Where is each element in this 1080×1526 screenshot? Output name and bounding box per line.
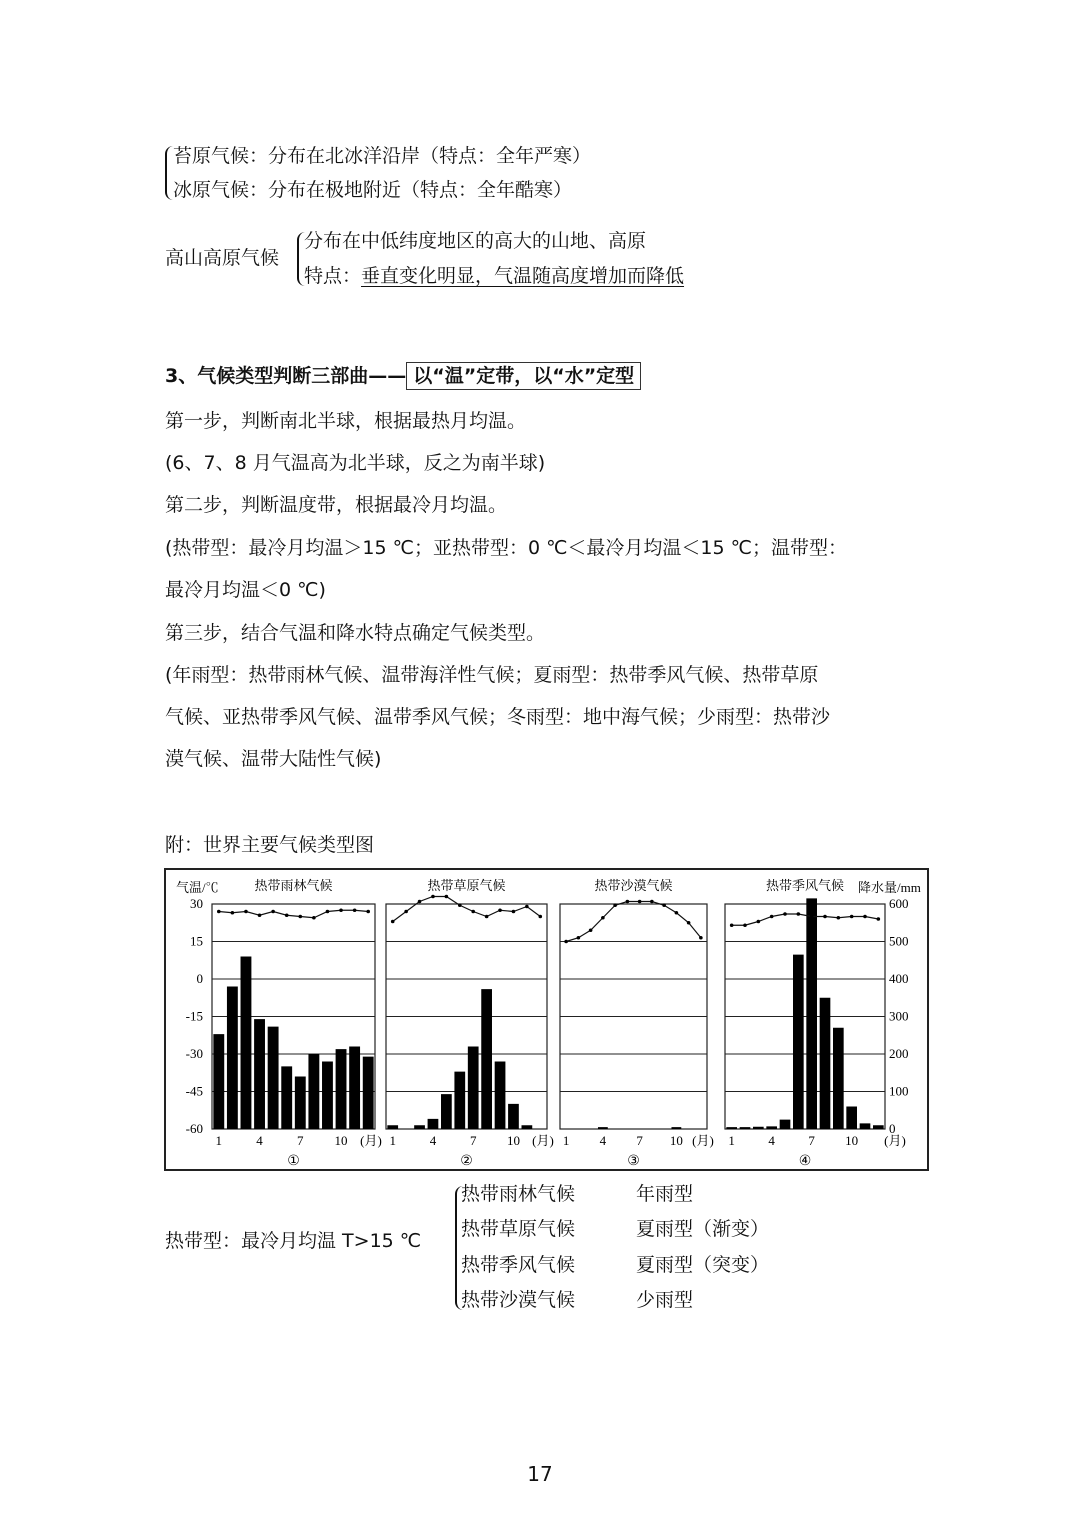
precip-bar <box>428 1119 439 1129</box>
temperature-point <box>258 913 262 917</box>
precip-bar <box>873 1125 884 1129</box>
temperature-point <box>366 910 370 914</box>
temperature-point <box>577 936 581 940</box>
month-tick-label: 10 <box>845 1133 859 1148</box>
temperature-point <box>863 915 867 919</box>
step-line: 漠气候、温带大陆性气候) <box>165 748 382 770</box>
section-heading <box>165 364 641 388</box>
temperature-point <box>783 912 787 916</box>
step-line: 第三步，结合气温和降水特点确定气候类型。 <box>165 622 546 644</box>
month-tick-label: 1 <box>562 1133 570 1148</box>
temperature-point <box>445 895 449 899</box>
precip-bar <box>441 1094 452 1129</box>
feature-prefix: 特点： <box>304 265 362 287</box>
precip-bar <box>308 1054 319 1129</box>
precip-tick-label: 100 <box>889 1083 909 1099</box>
climate-charts <box>164 868 929 1171</box>
temp-tick-label: -30 <box>185 1046 203 1061</box>
feature-underlined: 垂直变化明显，气温随高度增加而降低 <box>361 265 685 287</box>
temperature-point <box>757 920 761 924</box>
precip-bar <box>860 1123 871 1129</box>
temperature-point <box>699 936 703 940</box>
precip-bar <box>780 1120 791 1129</box>
temperature-point <box>217 910 221 914</box>
panel-title: 热带季风气候 <box>765 878 845 893</box>
month-tick-label: 4 <box>429 1133 437 1148</box>
step-line: 第一步，判断南北半球，根据最热月均温。 <box>165 410 527 432</box>
month-tick-label: 10 <box>334 1133 348 1148</box>
month-tick-label: 4 <box>599 1133 607 1148</box>
month-unit-label: (月) <box>360 1133 382 1148</box>
precip-bar <box>846 1107 857 1130</box>
temperature-point <box>877 917 881 921</box>
precip-bar <box>740 1127 751 1129</box>
temperature-point <box>431 895 435 899</box>
temp-tick-label: 0 <box>196 971 203 986</box>
precip-bar <box>598 1127 608 1129</box>
temperature-point <box>485 915 489 919</box>
temperature-point <box>662 903 666 907</box>
temperature-point <box>339 908 343 912</box>
precip-bar <box>468 1047 479 1130</box>
precip-bar <box>295 1077 306 1130</box>
temperature-point <box>391 920 395 924</box>
climate-charts-svg <box>166 870 931 1173</box>
temperature-point <box>730 923 734 927</box>
temperature-point <box>418 900 422 904</box>
temperature-point <box>687 921 691 925</box>
panel-title: 热带沙漠气候 <box>594 878 673 893</box>
temperature-line <box>566 902 701 942</box>
temperature-point <box>743 923 747 927</box>
month-unit-label: (月) <box>692 1133 714 1148</box>
precip-bar <box>213 1034 224 1129</box>
month-tick-label: 1 <box>215 1133 223 1148</box>
temperature-point <box>471 910 475 914</box>
temperature-point <box>589 928 593 932</box>
precip-bar <box>806 898 817 1129</box>
month-tick-label: 10 <box>669 1133 683 1148</box>
panel-title: 热带雨林气候 <box>254 878 333 893</box>
temperature-point <box>675 911 679 915</box>
precip-bar <box>336 1049 347 1129</box>
highland-feature <box>304 264 684 288</box>
brace <box>165 146 173 200</box>
precip-bar <box>820 998 831 1129</box>
temperature-point <box>650 900 654 904</box>
month-tick-label: 7 <box>636 1133 643 1148</box>
temperature-point <box>525 905 529 909</box>
tundra-line: 苔原气候：分布在北冰洋沿岸（特点：全年严寒） <box>173 145 592 167</box>
temperature-point <box>512 910 516 914</box>
precip-bar <box>387 1125 398 1129</box>
tropical-label: 热带型：最冷月均温 T>15 ℃ <box>165 1230 422 1252</box>
temperature-point <box>353 908 357 912</box>
month-tick-label: 4 <box>256 1133 263 1148</box>
temp-axis-label: 气温/℃ <box>176 880 219 895</box>
temp-tick-label: -45 <box>185 1083 203 1099</box>
temperature-point <box>458 903 462 907</box>
temperature-point <box>810 915 814 919</box>
rain-type: 夏雨型（突变） <box>636 1254 770 1276</box>
rain-type: 夏雨型（渐变） <box>636 1218 770 1240</box>
panel-number: ③ <box>627 1153 640 1169</box>
temp-tick-label: -60 <box>185 1121 203 1136</box>
temp-tick-label: 15 <box>190 933 203 949</box>
temperature-line <box>219 910 368 918</box>
highland-label: 高山高原气候 <box>165 247 280 269</box>
precip-bar <box>726 1127 737 1129</box>
panel-title: 热带草原气候 <box>427 878 506 893</box>
precip-bar <box>481 989 492 1129</box>
step-line: 第二步，判断温度带，根据最冷月均温。 <box>165 494 508 516</box>
month-tick-label: 1 <box>728 1133 735 1148</box>
temperature-point <box>564 940 568 944</box>
panel-number: ② <box>460 1153 473 1169</box>
temperature-point <box>601 916 605 920</box>
precip-bar <box>522 1125 533 1129</box>
temperature-point <box>244 910 248 914</box>
page-number: 17 <box>527 1462 553 1486</box>
precip-bar <box>414 1125 425 1129</box>
tropical-type: 热带季风气候 <box>461 1254 576 1276</box>
precip-tick-label: 0 <box>889 1121 896 1136</box>
precip-tick-label: 600 <box>889 896 909 911</box>
tropical-type: 热带雨林气候 <box>461 1183 576 1205</box>
month-unit-label: (月) <box>532 1133 554 1148</box>
precip-bar <box>254 1019 265 1129</box>
month-unit-label: (月) <box>884 1133 906 1148</box>
panel-number: ① <box>287 1153 300 1169</box>
precip-bar <box>322 1062 333 1130</box>
precip-bar <box>671 1127 681 1129</box>
precip-bar <box>766 1126 777 1129</box>
step-line: (6、7、8 月气温高为北半球，反之为南半球) <box>165 452 546 474</box>
temperature-point <box>285 913 289 917</box>
step-line: (热带型：最冷月均温＞15 ℃；亚热带型：0 ℃＜最冷月均温＜15 ℃；温带型： <box>165 537 847 559</box>
highland-distribution: 分布在中低纬度地区的高大的山地、高原 <box>304 230 647 252</box>
icecap-line: 冰原气候：分布在极地附近（特点：全年酷寒） <box>173 179 573 201</box>
precip-bar <box>793 955 804 1129</box>
precip-bar <box>753 1127 764 1129</box>
precip-bar <box>227 987 238 1130</box>
precip-tick-label: 500 <box>889 933 909 949</box>
temperature-point <box>823 915 827 919</box>
temperature-point <box>837 916 841 920</box>
step-line: 气候、亚热带季风气候、温带季风气候；冬雨型：地中海气候；少雨型：热带沙 <box>165 706 831 728</box>
temperature-line <box>732 914 879 925</box>
month-tick-label: 4 <box>768 1133 775 1148</box>
step-line: 最冷月均温＜0 ℃) <box>165 579 326 601</box>
precip-bar <box>281 1066 292 1129</box>
precip-bar <box>833 1028 844 1129</box>
precip-bar <box>349 1047 360 1130</box>
temperature-point <box>326 910 330 914</box>
temperature-point <box>770 915 774 919</box>
month-tick-label: 7 <box>297 1133 304 1148</box>
rain-type: 少雨型 <box>636 1289 694 1311</box>
precip-bar <box>268 1027 279 1129</box>
temperature-point <box>498 908 502 912</box>
precip-bar <box>241 957 252 1130</box>
precip-axis-label: 降水量/mm <box>858 880 921 895</box>
temperature-point <box>404 910 408 914</box>
temperature-point <box>613 903 617 907</box>
temperature-point <box>312 916 316 920</box>
precip-bar <box>454 1072 465 1129</box>
temperature-point <box>626 900 630 904</box>
tropical-type: 热带沙漠气候 <box>461 1289 576 1311</box>
temperature-point <box>538 915 542 919</box>
temperature-point <box>850 915 854 919</box>
precip-bar <box>508 1104 519 1129</box>
appendix-title: 附：世界主要气候类型图 <box>165 834 375 856</box>
temperature-line <box>393 897 541 922</box>
boxed-motto: 以“温”定带，以“水”定型 <box>406 362 641 390</box>
heading-text: 3、气候类型判断三部曲—— <box>165 365 407 387</box>
temperature-point <box>797 912 801 916</box>
temp-tick-label: 30 <box>190 896 203 911</box>
precip-tick-label: 200 <box>889 1046 909 1061</box>
temperature-point <box>638 900 642 904</box>
panel-number: ④ <box>798 1153 812 1169</box>
month-tick-label: 7 <box>808 1133 815 1148</box>
step-line: (年雨型：热带雨林气候、温带海洋性气候；夏雨型：热带季风气候、热带草原 <box>165 664 819 686</box>
precip-tick-label: 300 <box>889 1008 909 1024</box>
month-tick-label: 1 <box>389 1133 396 1148</box>
rain-type: 年雨型 <box>636 1183 694 1205</box>
month-tick-label: 10 <box>506 1133 520 1148</box>
temp-tick-label: -15 <box>185 1008 203 1024</box>
precip-bar <box>495 1062 506 1130</box>
temperature-point <box>271 910 275 914</box>
month-tick-label: 7 <box>469 1133 477 1148</box>
tropical-type: 热带草原气候 <box>461 1218 576 1240</box>
temperature-point <box>298 915 302 919</box>
temperature-point <box>231 911 235 915</box>
precip-tick-label: 400 <box>889 971 909 986</box>
precip-bar <box>363 1057 374 1129</box>
